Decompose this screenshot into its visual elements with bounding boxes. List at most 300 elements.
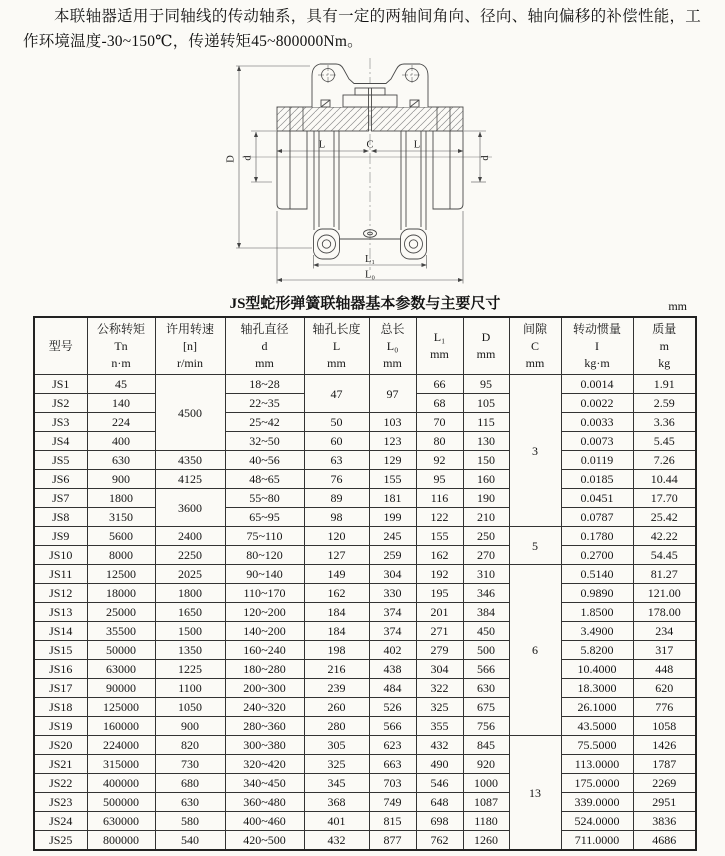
table-row (34, 736, 696, 755)
table-cell: 120 (304, 527, 369, 546)
column-header: 间隙 C mm (509, 317, 561, 375)
table-cell: 698 (416, 812, 463, 831)
table-cell: 345 (304, 774, 369, 793)
table-cell: JS18 (34, 698, 87, 717)
table-cell: 305 (304, 736, 369, 755)
table-row (34, 641, 696, 660)
table-cell: 1058 (633, 717, 696, 736)
dim-label-L0: L₀ (364, 269, 376, 281)
table-cell: 524.0000 (561, 812, 633, 831)
table-cell: JS6 (34, 470, 87, 489)
table-cell: 368 (304, 793, 369, 812)
table-cell: 648 (416, 793, 463, 812)
column-header: L₁ mm (416, 317, 463, 375)
table-cell: 401 (304, 812, 369, 831)
table-cell: 120~200 (225, 603, 304, 622)
table-cell: 155 (416, 527, 463, 546)
table-cell: 18.3000 (561, 679, 633, 698)
table-cell: 339.0000 (561, 793, 633, 812)
table-cell: 0.0787 (561, 508, 633, 527)
table-cell: 95 (463, 375, 509, 394)
table-cell: 500000 (87, 793, 155, 812)
table-cell: 317 (633, 641, 696, 660)
table-cell: JS8 (34, 508, 87, 527)
table-cell: 195 (416, 584, 463, 603)
table-cell: 325 (304, 755, 369, 774)
parameters-table (33, 316, 697, 851)
table-cell: 3.4900 (561, 622, 633, 641)
table-cell: 4500 (155, 375, 225, 451)
table-cell: 845 (463, 736, 509, 755)
table-row (34, 831, 696, 851)
table-cell: 224000 (87, 736, 155, 755)
table-cell: 47 (304, 375, 369, 413)
table-cell: 1225 (155, 660, 225, 679)
table-cell: JS2 (34, 394, 87, 413)
table-cell: 680 (155, 774, 225, 793)
table-cell: 500 (463, 641, 509, 660)
table-cell: 630 (155, 793, 225, 812)
table-cell: 162 (416, 546, 463, 565)
column-header: 质量 m kg (633, 317, 696, 375)
table-cell: 90~140 (225, 565, 304, 584)
table-cell: 155 (369, 470, 416, 489)
table-cell: 160000 (87, 717, 155, 736)
table-cell: 432 (304, 831, 369, 851)
table-cell: 402 (369, 641, 416, 660)
table-cell: 2400 (155, 527, 225, 546)
table-cell: 280 (304, 717, 369, 736)
table-cell: 5.45 (633, 432, 696, 451)
column-header: 轴孔长度 L mm (304, 317, 369, 375)
table-row (34, 622, 696, 641)
table-cell: 1426 (633, 736, 696, 755)
table-cell: 374 (369, 622, 416, 641)
table-cell: 81.27 (633, 565, 696, 584)
table-cell: 4350 (155, 451, 225, 470)
table-cell: 1087 (463, 793, 509, 812)
table-cell: 0.9890 (561, 584, 633, 603)
table-cell: 566 (369, 717, 416, 736)
table-cell: 92 (416, 451, 463, 470)
table-cell: 130 (463, 432, 509, 451)
dim-label-d-right: d (480, 155, 491, 161)
table-row (34, 432, 696, 451)
table-cell: JS17 (34, 679, 87, 698)
table-cell: 400000 (87, 774, 155, 793)
table-cell: 25.42 (633, 508, 696, 527)
table-cell: 192 (416, 565, 463, 584)
table-cell: 105 (463, 394, 509, 413)
table-cell: JS7 (34, 489, 87, 508)
table-cell: 0.0119 (561, 451, 633, 470)
table-cell: 900 (155, 717, 225, 736)
table-cell: 304 (416, 660, 463, 679)
table-cell: 25~42 (225, 413, 304, 432)
table-cell: 920 (463, 755, 509, 774)
dim-label-L-right: L (413, 139, 421, 151)
table-cell: 75~110 (225, 527, 304, 546)
table-cell: JS16 (34, 660, 87, 679)
table-cell: 384 (463, 603, 509, 622)
table-cell: 125000 (87, 698, 155, 717)
table-cell: 749 (369, 793, 416, 812)
cover-housing (312, 64, 428, 107)
column-header: 公称转矩 Tn n·m (87, 317, 155, 375)
table-cell: 0.2700 (561, 546, 633, 565)
table-cell: JS14 (34, 622, 87, 641)
table-cell: 121.00 (633, 584, 696, 603)
table-cell: 63000 (87, 660, 155, 679)
table-cell: 127 (304, 546, 369, 565)
table-cell: 162 (304, 584, 369, 603)
table-row (34, 755, 696, 774)
table-cell: 432 (416, 736, 463, 755)
table-row (34, 451, 696, 470)
table-cell: 66 (416, 375, 463, 394)
table-cell: 45 (87, 375, 155, 394)
table-cell: 239 (304, 679, 369, 698)
table-cell: 711.0000 (561, 831, 633, 851)
table-cell: 3 (509, 375, 561, 527)
table-cell: 50000 (87, 641, 155, 660)
dim-label-L1: L₁ (364, 254, 376, 265)
table-cell: 10.4000 (561, 660, 633, 679)
table-cell: JS25 (34, 831, 87, 851)
table-row (34, 546, 696, 565)
table-cell: JS21 (34, 755, 87, 774)
table-cell: 201 (416, 603, 463, 622)
column-header: 许用转速 [n] r/min (155, 317, 225, 375)
table-cell: 8000 (87, 546, 155, 565)
table-cell: 184 (304, 622, 369, 641)
table-cell: 620 (633, 679, 696, 698)
table-cell: 198 (304, 641, 369, 660)
table-caption-row (33, 294, 697, 315)
table-cell: 160 (463, 470, 509, 489)
table-head (34, 317, 696, 375)
table-cell: 1800 (87, 489, 155, 508)
table-cell: 675 (463, 698, 509, 717)
table-cell: 877 (369, 831, 416, 851)
table-row (34, 375, 696, 394)
table-cell: 175.0000 (561, 774, 633, 793)
table-row (34, 603, 696, 622)
table-cell: 18000 (87, 584, 155, 603)
column-header: 型号 (34, 317, 87, 375)
table-cell: 12500 (87, 565, 155, 584)
table-cell: JS22 (34, 774, 87, 793)
table-cell: 43.5000 (561, 717, 633, 736)
table-cell: 70 (416, 413, 463, 432)
table-cell: 526 (369, 698, 416, 717)
table-cell: 374 (369, 603, 416, 622)
table-cell: 0.0033 (561, 413, 633, 432)
table-cell: 89 (304, 489, 369, 508)
table-header-row (34, 317, 696, 375)
table-cell: 0.0073 (561, 432, 633, 451)
table-cell: 160~240 (225, 641, 304, 660)
table-body (34, 375, 696, 851)
table-cell: 2250 (155, 546, 225, 565)
table-cell: 63 (304, 451, 369, 470)
table-row (34, 812, 696, 831)
table-cell: 260 (304, 698, 369, 717)
table-row (34, 793, 696, 812)
table-cell: 17.70 (633, 489, 696, 508)
table-cell: 900 (87, 470, 155, 489)
table-cell: 322 (416, 679, 463, 698)
table-cell: 1.91 (633, 375, 696, 394)
column-header: 转动惯量 I kg·m (561, 317, 633, 375)
table-cell: 0.1780 (561, 527, 633, 546)
table-cell: 149 (304, 565, 369, 584)
table-cell: 95 (416, 470, 463, 489)
table-cell: JS24 (34, 812, 87, 831)
table-cell: JS19 (34, 717, 87, 736)
table-cell: 1180 (463, 812, 509, 831)
table-cell: 3.36 (633, 413, 696, 432)
coupling-section-svg (224, 56, 509, 294)
table-title: JS型蛇形弹簧联轴器基本参数与主要尺寸 (229, 296, 501, 312)
table-cell: 7.26 (633, 451, 696, 470)
table-cell: 1.8500 (561, 603, 633, 622)
table-cell: 5600 (87, 527, 155, 546)
table-cell: 0.0014 (561, 375, 633, 394)
table-cell: 630000 (87, 812, 155, 831)
table-cell: 820 (155, 736, 225, 755)
table-cell: 116 (416, 489, 463, 508)
table-cell: 300~380 (225, 736, 304, 755)
dim-label-d-left: d (242, 155, 254, 161)
table-row (34, 489, 696, 508)
table-cell: 1500 (155, 622, 225, 641)
table-cell: 240~320 (225, 698, 304, 717)
table-cell: JS4 (34, 432, 87, 451)
table-cell: 18~28 (225, 375, 304, 394)
table-cell: JS1 (34, 375, 87, 394)
table-cell: JS11 (34, 565, 87, 584)
table-cell: 80~120 (225, 546, 304, 565)
table-cell: 580 (155, 812, 225, 831)
table-cell: 730 (155, 755, 225, 774)
table-row (34, 527, 696, 546)
table-row (34, 774, 696, 793)
table-cell: 663 (369, 755, 416, 774)
table-cell: JS9 (34, 527, 87, 546)
table-cell: 630 (87, 451, 155, 470)
table-cell: 10.44 (633, 470, 696, 489)
table-cell: 756 (463, 717, 509, 736)
table-cell: 1260 (463, 831, 509, 851)
table-cell: JS13 (34, 603, 87, 622)
table-cell: JS3 (34, 413, 87, 432)
table-cell: 26.1000 (561, 698, 633, 717)
table-cell: 490 (416, 755, 463, 774)
table-cell: 123 (369, 432, 416, 451)
table-cell: 280~360 (225, 717, 304, 736)
table-cell: 110~170 (225, 584, 304, 603)
table-cell: 5.8200 (561, 641, 633, 660)
table-cell: 76 (304, 470, 369, 489)
table-cell: 448 (633, 660, 696, 679)
table-cell: 259 (369, 546, 416, 565)
table-row (34, 717, 696, 736)
table-cell: 184 (304, 603, 369, 622)
table-cell: 355 (416, 717, 463, 736)
table-cell: 762 (416, 831, 463, 851)
table-cell: 60 (304, 432, 369, 451)
table-cell: 40~56 (225, 451, 304, 470)
table-row (34, 470, 696, 489)
table-cell: 400~460 (225, 812, 304, 831)
table-row (34, 679, 696, 698)
table-row (34, 508, 696, 527)
table-cell: 55~80 (225, 489, 304, 508)
table-cell: 90000 (87, 679, 155, 698)
table-cell: 346 (463, 584, 509, 603)
column-header: 轴孔直径 d mm (225, 317, 304, 375)
table-cell: 315000 (87, 755, 155, 774)
table-unit-label: mm (668, 299, 687, 313)
table-cell: JS5 (34, 451, 87, 470)
table-cell: 270 (463, 546, 509, 565)
table-cell: 3150 (87, 508, 155, 527)
table-cell: 484 (369, 679, 416, 698)
table-cell: 2025 (155, 565, 225, 584)
table-cell: 420~500 (225, 831, 304, 851)
table-cell: 566 (463, 660, 509, 679)
table-cell: 103 (369, 413, 416, 432)
table-cell: 1100 (155, 679, 225, 698)
table-cell: 80 (416, 432, 463, 451)
table-cell: 54.45 (633, 546, 696, 565)
dimension-labels (226, 140, 492, 281)
table-row (34, 413, 696, 432)
table-cell: 190 (463, 489, 509, 508)
table-cell: 4125 (155, 470, 225, 489)
table-cell: JS20 (34, 736, 87, 755)
table-cell: 4686 (633, 831, 696, 851)
table-cell: 35500 (87, 622, 155, 641)
table-cell: 180~280 (225, 660, 304, 679)
table-cell: 360~480 (225, 793, 304, 812)
table-cell: 25000 (87, 603, 155, 622)
table-cell: 304 (369, 565, 416, 584)
table-cell: 0.5140 (561, 565, 633, 584)
table-cell: 320~420 (225, 755, 304, 774)
table-cell: 271 (416, 622, 463, 641)
table-cell: 199 (369, 508, 416, 527)
table-cell: 623 (369, 736, 416, 755)
table-cell: 178.00 (633, 603, 696, 622)
table-cell: 68 (416, 394, 463, 413)
table-cell: 22~35 (225, 394, 304, 413)
table-cell: 3836 (633, 812, 696, 831)
table-cell: 224 (87, 413, 155, 432)
table-cell: 1800 (155, 584, 225, 603)
table-cell: 210 (463, 508, 509, 527)
table-cell: JS10 (34, 546, 87, 565)
table-cell: 32~50 (225, 432, 304, 451)
table-cell: 200~300 (225, 679, 304, 698)
table-cell: 450 (463, 622, 509, 641)
table-cell: 140 (87, 394, 155, 413)
table-cell: 310 (463, 565, 509, 584)
table-cell: 540 (155, 831, 225, 851)
table-cell: 0.0185 (561, 470, 633, 489)
table-cell: 113.0000 (561, 755, 633, 774)
table-cell: 181 (369, 489, 416, 508)
dim-label-L-left: L (318, 139, 326, 151)
table-cell: JS12 (34, 584, 87, 603)
table-cell: 6 (509, 565, 561, 736)
coupling-drawing (224, 56, 509, 294)
dim-label-D: D (225, 155, 237, 163)
table-cell: 1650 (155, 603, 225, 622)
table-cell: 216 (304, 660, 369, 679)
table-cell: 2269 (633, 774, 696, 793)
table-cell: 0.0022 (561, 394, 633, 413)
table-cell: 98 (304, 508, 369, 527)
table-cell: 3600 (155, 489, 225, 527)
table-cell: JS23 (34, 793, 87, 812)
table-cell: 129 (369, 451, 416, 470)
table-cell: 115 (463, 413, 509, 432)
table-cell: 140~200 (225, 622, 304, 641)
table-cell: 1787 (633, 755, 696, 774)
table-cell: 2.59 (633, 394, 696, 413)
table-cell: 1050 (155, 698, 225, 717)
table-cell: 340~450 (225, 774, 304, 793)
table-cell: 325 (416, 698, 463, 717)
table-cell: 800000 (87, 831, 155, 851)
table-cell: 546 (416, 774, 463, 793)
table-cell: 234 (633, 622, 696, 641)
table-cell: 0.0451 (561, 489, 633, 508)
table-cell: 703 (369, 774, 416, 793)
table-cell: 438 (369, 660, 416, 679)
table-cell: 630 (463, 679, 509, 698)
table-cell: 42.22 (633, 527, 696, 546)
table-cell: 250 (463, 527, 509, 546)
table-cell: 400 (87, 432, 155, 451)
table-row (34, 565, 696, 584)
dim-label-C: C (366, 139, 374, 151)
table-cell: 150 (463, 451, 509, 470)
table-cell: 279 (416, 641, 463, 660)
table-cell: 815 (369, 812, 416, 831)
table-row (34, 584, 696, 603)
table-cell: JS15 (34, 641, 87, 660)
table-cell: 245 (369, 527, 416, 546)
table-cell: 2951 (633, 793, 696, 812)
table-cell: 13 (509, 736, 561, 851)
table-cell: 75.5000 (561, 736, 633, 755)
column-header: 总长 L₀ mm (369, 317, 416, 375)
table-cell: 122 (416, 508, 463, 527)
table-cell: 1000 (463, 774, 509, 793)
table-cell: 48~65 (225, 470, 304, 489)
table-cell: 330 (369, 584, 416, 603)
column-header: D mm (463, 317, 509, 375)
table-row (34, 660, 696, 679)
table-cell: 5 (509, 527, 561, 565)
intro-paragraph: 本联轴器适用于同轴线的传动轴系，具有一定的两轴间角向、径向、轴向偏移的补偿性能，工作环境温度-30~150℃，传递转矩45~800000Nm。 (23, 8, 701, 50)
table-cell: 97 (369, 375, 416, 413)
table-cell: 50 (304, 413, 369, 432)
table-cell: 65~95 (225, 508, 304, 527)
